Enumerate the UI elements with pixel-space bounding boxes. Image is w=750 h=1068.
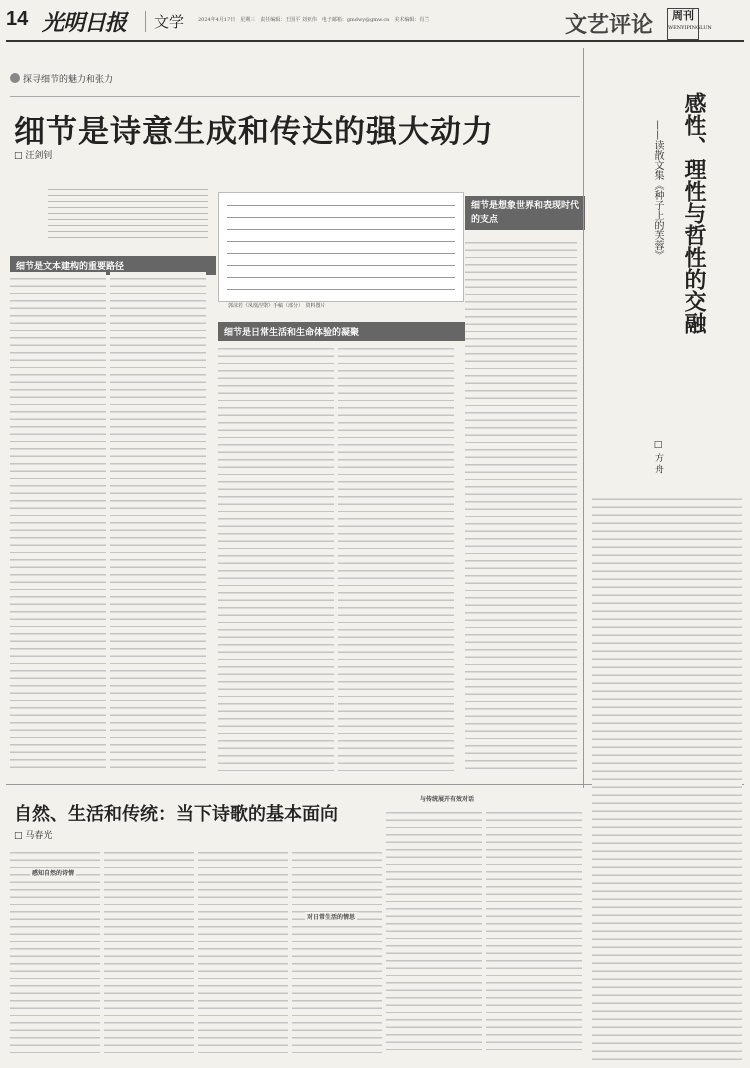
article-kicker: 探寻细节的魅力和张力 (10, 72, 113, 85)
main-author: □ 汪剑钊 (14, 151, 53, 161)
bottom-text-col-4 (292, 846, 382, 1056)
lead-paragraph (48, 184, 208, 242)
bottom-subhead-1: 感知自然的诗情 (32, 870, 75, 877)
main-headline: 细节是诗意生成和传达的强大动力 (14, 114, 494, 150)
column-divider (583, 48, 584, 788)
bottom-text-col-1 (10, 846, 100, 1056)
bottom-text-col-5 (386, 806, 482, 1056)
manuscript-photo (218, 192, 464, 302)
header-meta: 2024年4月17日 星期三 责任编辑：王国平 刘亚伟 电子邮箱：gmdwy@gmw.cn 美术编辑：肖兰 (198, 17, 430, 23)
bottom-side-title: 与传统展开有效对话 (420, 796, 475, 803)
side-article-author: □ 方 舟 (653, 440, 663, 474)
second-headline: 自然、生活和传统：当下诗歌的基本面向 (14, 804, 338, 825)
text-column-2 (110, 272, 206, 772)
photo-caption: 郭沫若《凤凰涅槃》手稿（部分） 资料图片 (228, 303, 326, 309)
side-article-text (592, 492, 742, 1062)
bottom-text-col-2 (104, 846, 194, 1056)
text-column-4 (338, 342, 454, 772)
text-column-5 (465, 236, 577, 772)
newspaper-logo: 光明日报 (42, 10, 127, 36)
bottom-text-col-3 (198, 846, 288, 1056)
subhead-1: 细节是文本建构的重要路径 (10, 256, 216, 275)
bottom-text-col-6 (486, 806, 582, 1056)
second-author: □ 马春光 (14, 831, 53, 841)
side-article-subtitle: ——读散文集《种子上的芙蓉》 (652, 120, 663, 260)
page-number: 14 (6, 8, 29, 30)
kicker-icon (10, 73, 20, 83)
weekly-badge: 周刊 WENYIPINGLUN (667, 8, 699, 40)
header-rule (6, 40, 744, 42)
section-name: 文学 (145, 11, 184, 32)
subhead-2: 细节是日常生活和生命体验的凝聚 (218, 322, 466, 341)
text-column-1 (10, 272, 106, 772)
column-name: 文艺评论 (565, 12, 654, 38)
side-article-title: 感性、理性与哲性的交融 (681, 92, 707, 334)
subhead-3: 细节是想象世界和表现时代的支点 (465, 196, 585, 230)
text-column-3 (218, 342, 334, 772)
bottom-subhead-2: 对日常生活的情思 (307, 914, 356, 921)
main-title-rule (10, 96, 580, 97)
